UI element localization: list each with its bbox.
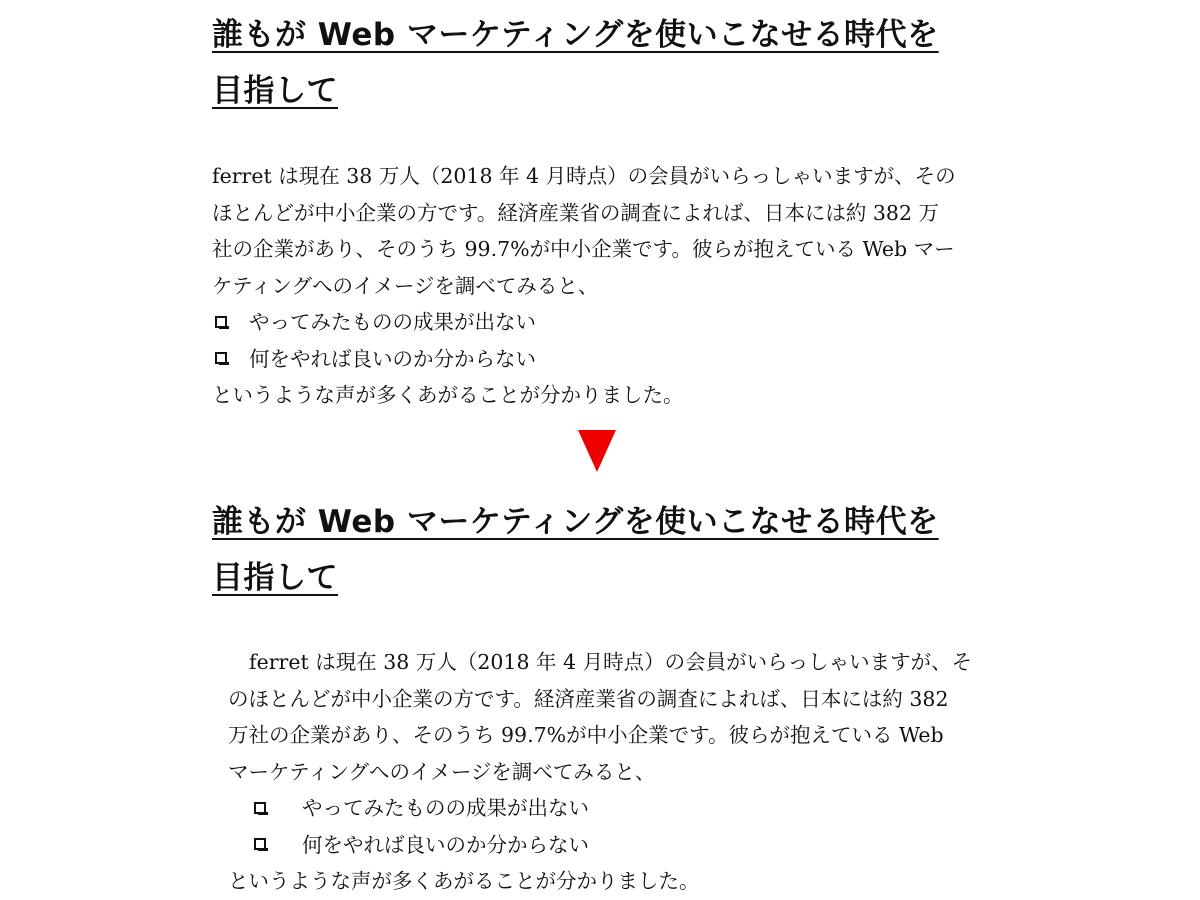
before-checklist-item xyxy=(212,341,956,378)
down-triangle-arrow-icon xyxy=(578,430,616,472)
before-heading-line: 目指して xyxy=(212,73,338,109)
after-heading-line: 誰もが Web マーケティングを使いこなせる時代を xyxy=(212,504,939,540)
checkbox-icon xyxy=(254,802,266,814)
before-closing-line: というような声が多くあがることが分かりました。 xyxy=(212,383,684,407)
checkbox-icon xyxy=(215,316,227,328)
after-heading-line: 目指して xyxy=(212,560,338,596)
before-body-line: 社の企業があり、そのうち 99.7%が中小企業です。彼らが抱えている Web マー xyxy=(212,237,955,261)
before-heading-line: 誰もが Web マーケティングを使いこなせる時代を xyxy=(212,17,939,53)
after-paragraph xyxy=(228,644,972,900)
before-paragraph xyxy=(212,158,956,414)
after-body-line: ferret は現在 38 万人（2018 年 4 月時点）の会員がいらっしゃいますが、そ xyxy=(249,650,973,674)
before-body-line: ケティングへのイメージを調べてみると、 xyxy=(212,273,599,298)
checklist-text: やってみたものの成果が出ない xyxy=(249,310,536,334)
checklist-text: やってみたものの成果が出ない xyxy=(302,796,589,820)
checkbox-icon xyxy=(254,838,266,850)
checklist-text: 何をやれば良いのか分からない xyxy=(249,346,536,371)
after-checklist-item xyxy=(228,827,972,864)
after-checklist-item xyxy=(228,790,972,827)
after-body-line: マーケティングへのイメージを調べてみると、 xyxy=(228,759,656,784)
before-body-line: ほとんどが中小企業の方です。経済産業省の調査によれば、日本には約 382 万 xyxy=(212,200,940,225)
before-checklist-item xyxy=(212,304,956,341)
before-heading xyxy=(212,7,1002,119)
before-body-line: ferret は現在 38 万人（2018 年 4 月時点）の会員がいらっしゃいますが、その xyxy=(212,164,956,188)
after-closing-line: というような声が多くあがることが分かりました。 xyxy=(228,869,700,893)
after-heading xyxy=(212,494,1002,606)
after-body-line: 万社の企業があり、そのうち 99.7%が中小企業です。彼らが抱えている Web xyxy=(228,723,944,747)
checkbox-icon xyxy=(215,352,227,364)
checklist-text: 何をやれば良いのか分からない xyxy=(302,832,589,857)
after-body-line: のほとんどが中小企業の方です。経済産業省の調査によれば、日本には約 382 xyxy=(228,686,949,711)
